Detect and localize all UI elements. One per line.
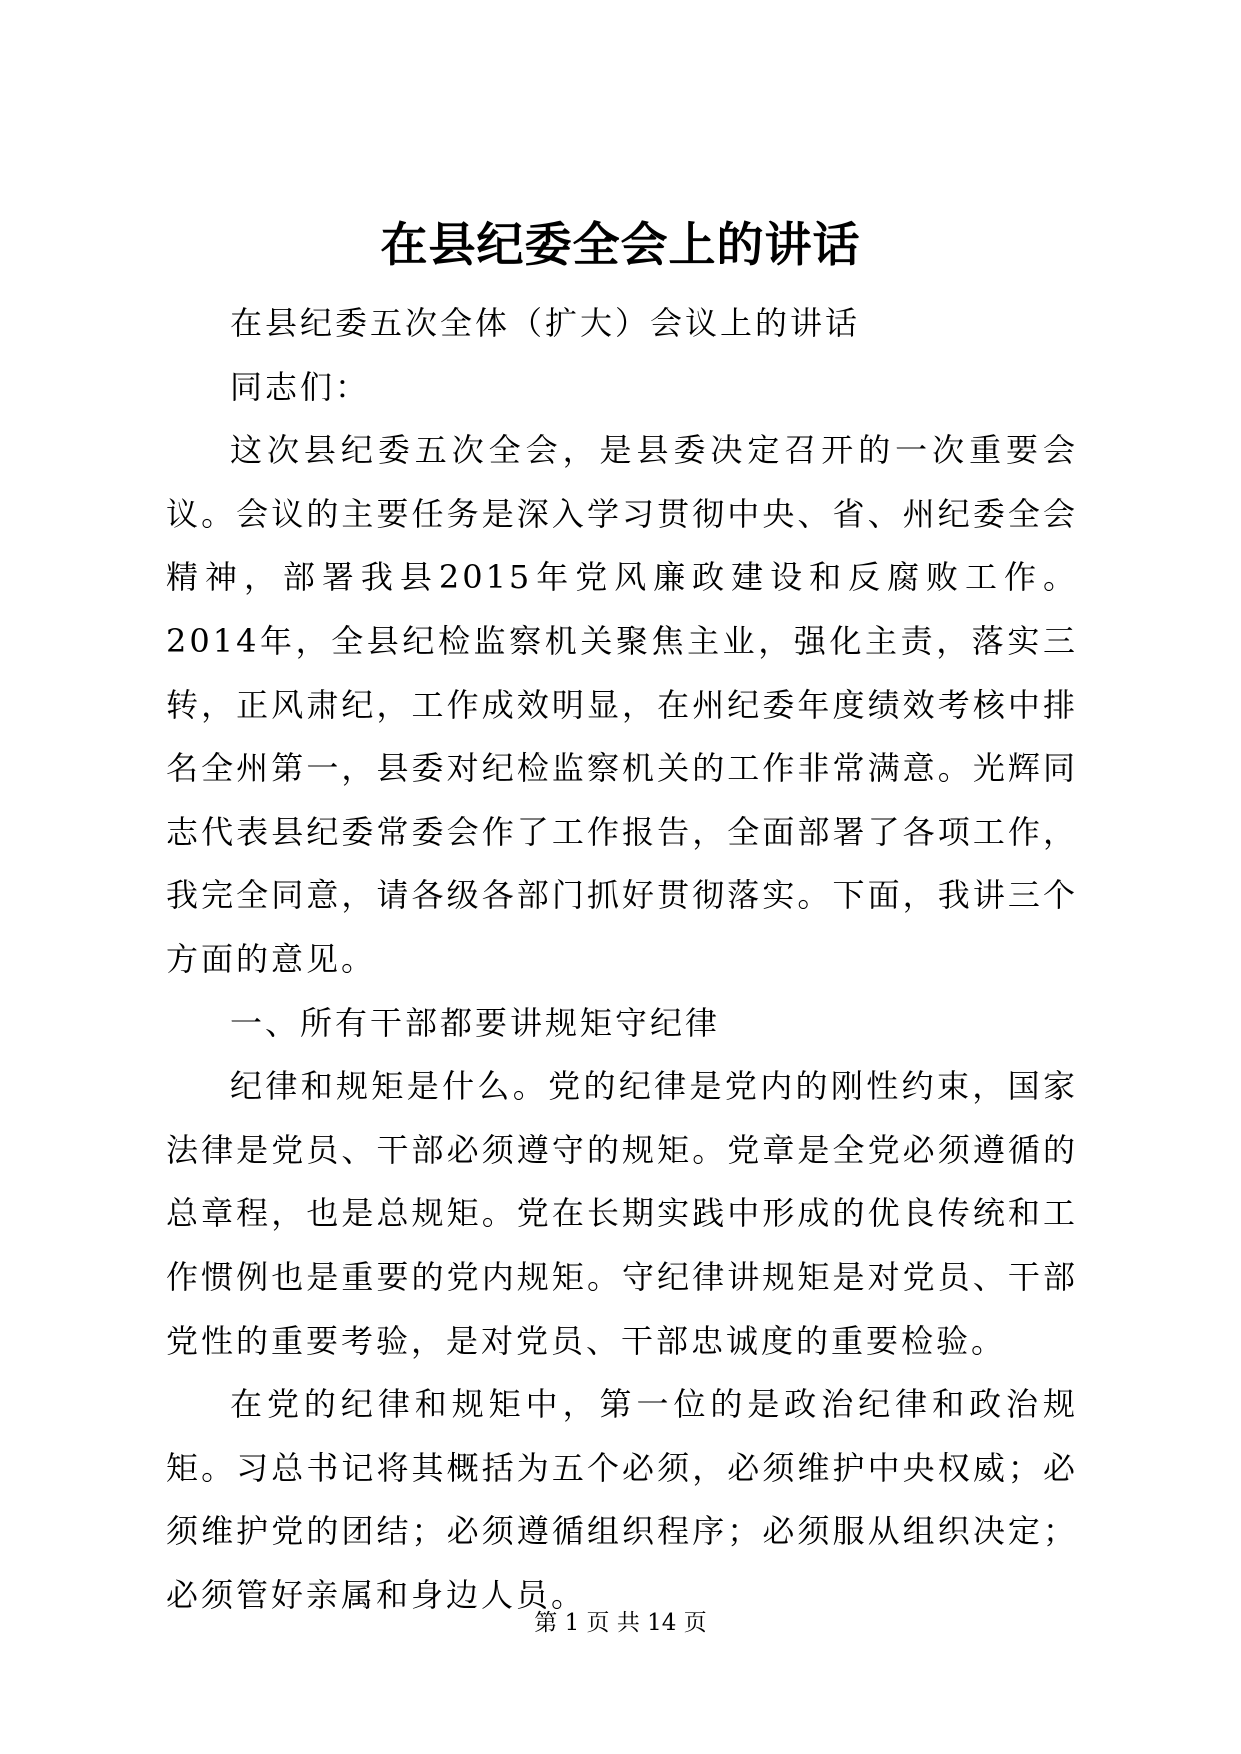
subtitle-paragraph: 在县纪委五次全体（扩大）会议上的讲话 [230, 304, 861, 342]
body-paragraph: 这次县纪委五次全会，是县委决定召开的一次重要会议。会议的主要任务是深入学习贯彻中央、省、州纪委全会精神，部署我县2015年党风廉政建设和反腐败工作。2014年，全县纪检监察机关聚焦主业，强化主责，落实三转，正风肃纪，工作成效明显，在州纪委年度绩效考核中排名全州第一，县委对纪检监察机关的工作非常满意。光辉同志代表县纪委常委会作了工作报告，全面部署了各项工作，我完全同意，请各级各部门抓好贯彻落实。下面，我讲三个方面的意见。 [166, 431, 1078, 978]
salutation-paragraph: 同志们： [230, 367, 371, 406]
document-title: 在县纪委全会上的讲话 [380, 218, 861, 273]
page-number-footer: 第 1 页 共 14 页 [534, 1610, 707, 1636]
body-paragraph: 在党的纪律和规矩中，第一位的是政治纪律和政治规矩。习总书记将其概括为五个必须，必须维护中央权威；必须维护党的团结；必须遵循组织程序；必须服从组织决定；必须管好亲属和身边人员。 [166, 1385, 1078, 1614]
body-paragraph: 纪律和规矩是什么。党的纪律是党内的刚性约束，国家法律是党员、干部必须遵守的规矩。党章是全党必须遵循的总章程，也是总规矩。党在长期实践中形成的优良传统和工作惯例也是重要的党内规矩。守纪律讲规矩是对党员、干部党性的重要考验，是对党员、干部忠诚度的重要检验。 [166, 1067, 1078, 1360]
document-body [166, 292, 1078, 1627]
section-heading: 一、所有干部都要讲规矩守纪律 [230, 1003, 721, 1042]
